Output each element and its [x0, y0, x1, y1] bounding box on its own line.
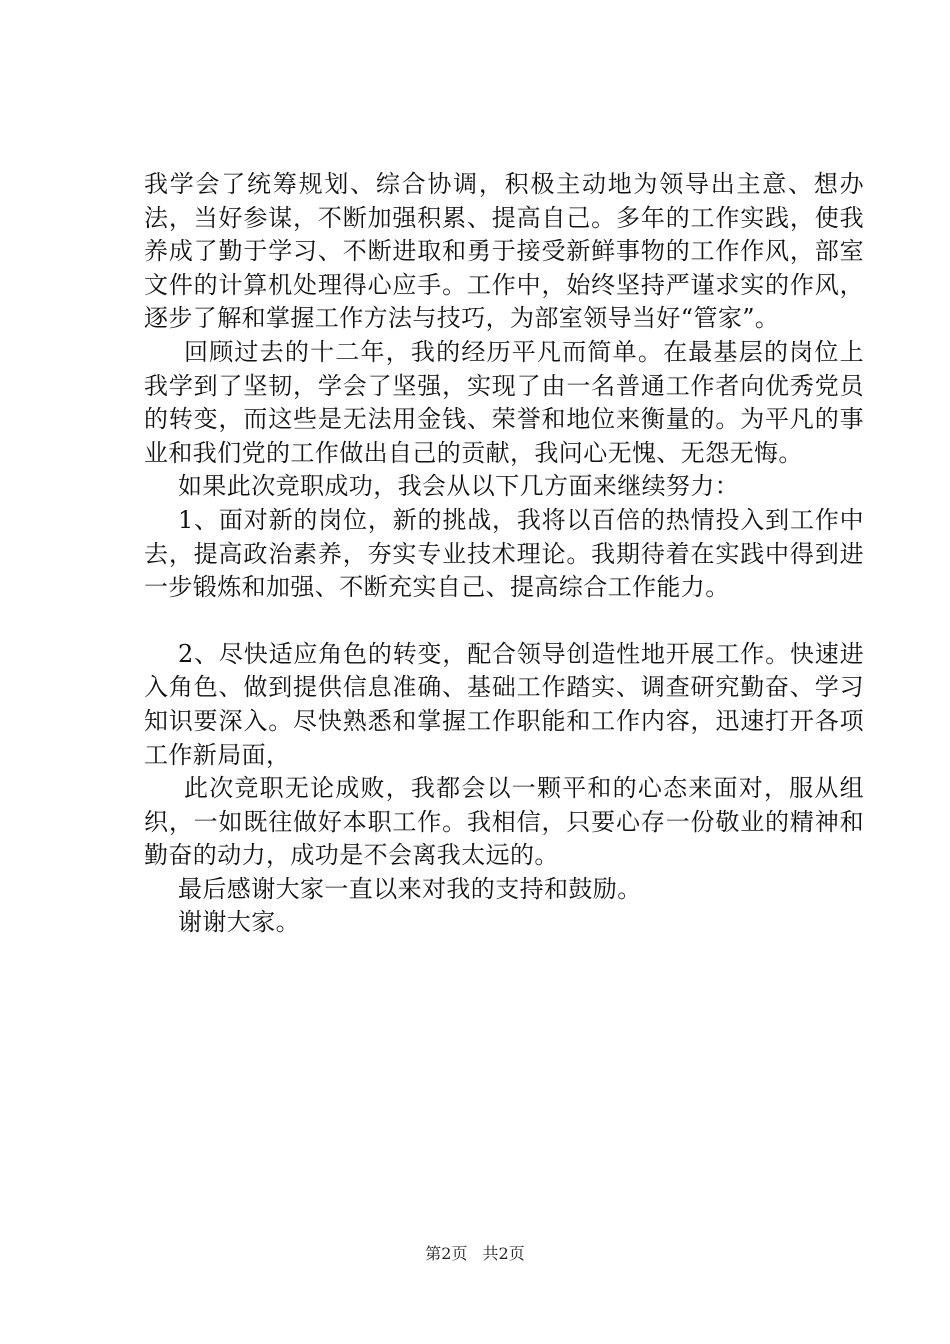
paragraph-thank-you: 谢谢大家。 — [178, 908, 300, 937]
paragraph-plan-2: 2、尽快适应角色的转变，配合领导创造性地开展工作。快速进入角色、做到提供信息准确、基础工作踏实、调查研究勤奋、学习知识要深入。尽快熟悉和掌握工作职能和工作内容，迅速打开各项工作新局面， — [144, 639, 864, 769]
paragraph-plan-1: 1、面对新的岗位，新的挑战，我将以百倍的热情投入到工作中去，提高政治素养，夯实专业技术理论。我期待着在实践中得到进一步锻炼和加强、不断充实自己、提高综合工作能力。 — [144, 505, 864, 602]
paragraph-thanks-support: 最后感谢大家一直以来对我的支持和鼓励。 — [178, 874, 642, 903]
document-body — [144, 168, 864, 940]
paragraph-attitude: 此次竞职无论成败，我都会以一颗平和的心态来面对，服从组织，一如既往做好本职工作。我相信，只要心存一份敬业的精神和勤奋的动力，成功是不会离我太远的。 — [144, 774, 864, 870]
paragraph-review: 回顾过去的十二年，我的经历平凡而简单。在最基层的岗位上我学到了坚韧，学会了坚强，实现了由一名普通工作者向优秀党员的转变，而这些是无法用金钱、荣誉和地位来衡量的。为平凡的事业和我们党的工作做出自己的贡献，我问心无愧、无怨无悔。 — [144, 337, 864, 467]
paragraph-intro-plans: 如果此次竞职成功，我会从以下几方面来继续努力： — [178, 472, 740, 501]
page-total: 共2页 — [482, 1244, 525, 1263]
page-number: 第2页 — [425, 1244, 468, 1263]
page-footer — [0, 1244, 950, 1264]
paragraph-continuation: 我学会了统筹规划、综合协调，积极主动地为领导出主意、想办法，当好参谋，不断加强积累、提高自己。多年的工作实践，使我养成了勤于学习、不断进取和勇于接受新鲜事物的工作作风，部室文件的计算机处理得心应手。工作中，始终坚持严谨求实的作风，逐步了解和掌握工作方法与技巧，为部室领导当好“管家”。 — [144, 170, 864, 333]
